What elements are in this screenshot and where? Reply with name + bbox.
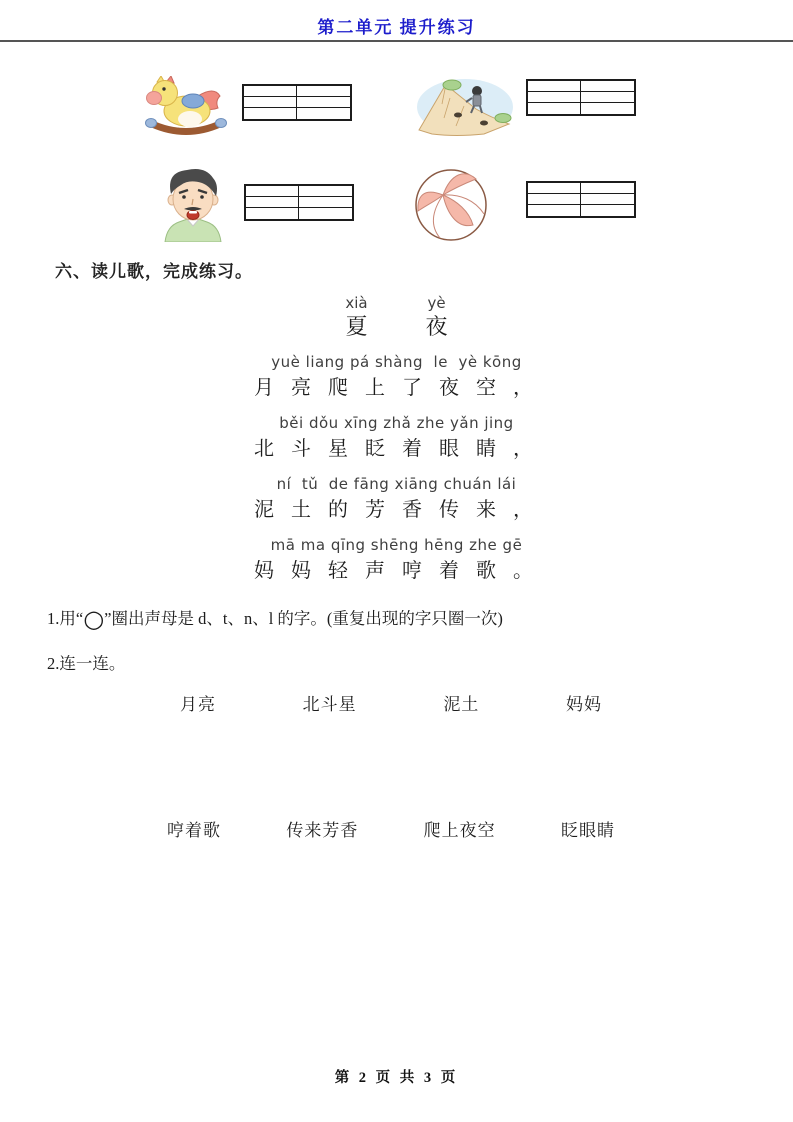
match-word: 妈妈 [565, 695, 602, 714]
poem-title-pinyin: yè [427, 294, 446, 312]
poem-title [0, 294, 793, 342]
poem-line-pinyin: ní tǔ de fāng xiāng chuán lái [276, 475, 517, 493]
poem-line [0, 474, 793, 524]
question-1-suffix: ”圈出声母是 d、t、n、l 的字。(重复出现的字只圈一次) [104, 609, 503, 628]
question-2: 2.连一连。 [47, 654, 126, 673]
poem-line-pinyin: běi dǒu xīng zhǎ zhe yǎn jing [279, 414, 514, 432]
poem-line-hanzi: 北 斗 星 眨 着 眼 睛 ， [254, 438, 539, 460]
match-word: 北斗星 [302, 695, 357, 714]
rocking-horse-icon [142, 76, 230, 147]
pinyin-answer-grid [242, 84, 352, 121]
poem-title-char [329, 294, 385, 342]
poem [0, 294, 793, 596]
poem-line-hanzi: 月 亮 爬 上 了 夜 空 ， [254, 377, 539, 399]
match-word: 爬上夜空 [423, 821, 496, 840]
match-word: 哼着歌 [167, 821, 221, 840]
matching-top-row [180, 690, 602, 715]
poem-line [0, 413, 793, 463]
poem-line [0, 352, 793, 402]
page-number: 第 2 页 共 3 页 [334, 1070, 459, 1086]
pinyin-answer-grid [526, 181, 636, 218]
question-1 [47, 605, 503, 633]
poem-line-hanzi: 泥 土 的 芳 香 传 来 ， [254, 499, 539, 521]
beach-ball-icon [412, 166, 490, 249]
section-heading: 六、读儿歌，完成练习。 [55, 262, 253, 281]
match-word: 月亮 [180, 695, 216, 714]
pinyin-answer-grid [526, 79, 636, 116]
match-word: 传来芳香 [286, 821, 359, 840]
match-word: 眨眼睛 [560, 821, 615, 840]
match-word: 泥土 [443, 695, 480, 714]
poem-line-pinyin: yuè liang pá shàng le yè kōng [271, 353, 522, 371]
poem-title-pinyin: xià [345, 294, 368, 312]
matching-bottom-row [167, 816, 615, 841]
poem-line [0, 535, 793, 585]
climbing-hill-icon [416, 74, 514, 147]
poem-line-pinyin: mā ma qīng shēng hēng zhe gē [270, 536, 523, 554]
poem-title-hanzi: 夏 [345, 314, 368, 339]
pinyin-answer-grid [244, 184, 354, 221]
header-divider [0, 40, 793, 42]
poem-title-char [409, 294, 465, 342]
father-face-icon [152, 166, 234, 247]
poem-title-hanzi: 夜 [425, 314, 448, 339]
page-title: 第二单元 提升练习 [317, 18, 476, 37]
question-1-prefix: 1.用“ [47, 609, 84, 628]
poem-line-hanzi: 妈 妈 轻 声 哼 着 歌 。 [254, 560, 539, 582]
circle-icon: ○ [83, 605, 105, 633]
